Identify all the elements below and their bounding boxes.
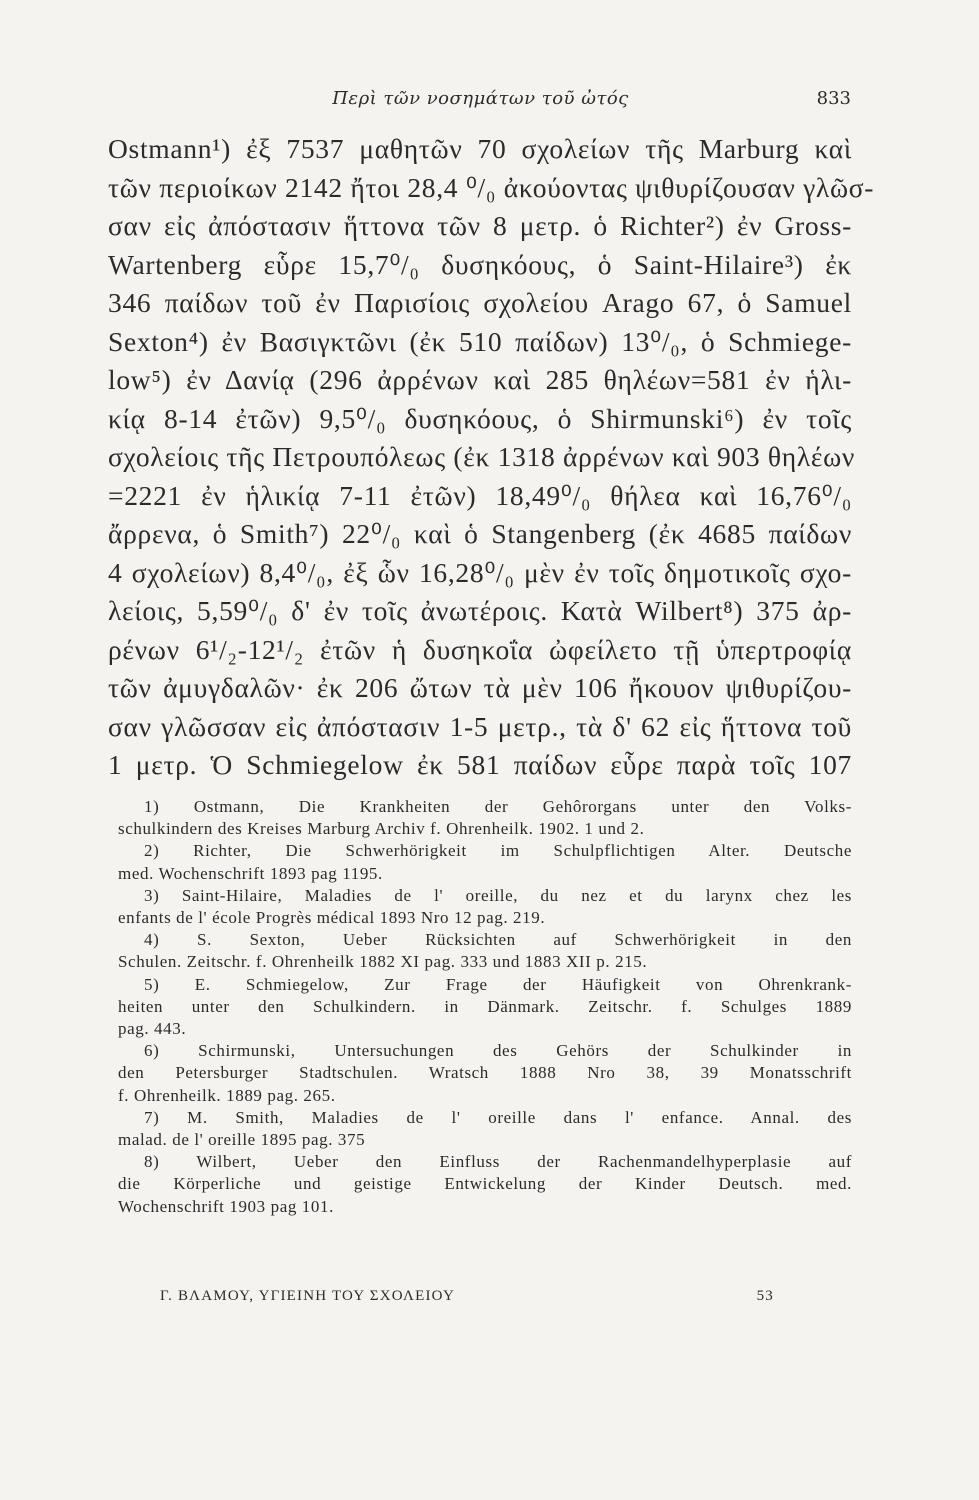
body-line: Wartenberg εὗρε 15,7⁰/₀ δυσηκόους, ὁ Saint-Hilaire³) ἐκ [108, 248, 852, 280]
sheet-signature: Γ. ΒΛΑΜΟΥ, ΥΓΙΕΙΝΗ ΤΟΥ ΣΧΟΛΕΙΟΥ [160, 1288, 455, 1304]
body-line: =2221 ἐν ἡλικίᾳ 7-11 ἐτῶν) 18,49⁰/₀ θήλεα καὶ 16,76⁰/₀ [108, 479, 852, 511]
body-line: 1 μετρ. Ὁ Schmiegelow ἐκ 581 παίδων εὗρε παρὰ τοῖς 107 [108, 749, 852, 780]
footnote-line: 3) Saint-Hilaire, Maladies de l' oreille, du nez et du larynx chez les [144, 885, 852, 905]
footnote-line: den Petersburger Stadtschulen. Wratsch 1888 Nro 38, 39 Monatsschrift [118, 1063, 852, 1083]
sheet-number: 53 [756, 1288, 774, 1304]
body-line: λείοις, 5,59⁰/₀ δ' ἐν τοῖς ἀνωτέροις. Κατὰ Wilbert⁸) 375 ἀρ- [108, 595, 852, 626]
footnote-line: med. Wochenschrift 1893 pag 1195. [118, 863, 383, 883]
footnote-line: enfants de l' école Progrès médical 1893 Nro 12 pag. 219. [118, 908, 546, 928]
running-head [112, 88, 849, 118]
footnote-line: die Körperliche und geistige Entwickelung der Kinder Deutsch. med. [118, 1174, 852, 1194]
body-line: ρένων 6¹/₂-12¹/₂ ἐτῶν ἡ δυσηκοΐα ὠφείλετο τῇ ὑπερτροφίᾳ [108, 633, 852, 665]
footnote-line: 8) Wilbert, Ueber den Einfluss der Rachenmandelhyperplasie auf [144, 1152, 852, 1172]
footnote-line: 6) Schirmunski, Untersuchungen des Gehörs der Schulkinder in [144, 1041, 852, 1061]
body-line: Sexton⁴) ἐν Βασιγκτῶνι (ἐκ 510 παίδων) 13⁰/₀, ὁ Schmiege- [108, 325, 852, 357]
body-line: κίᾳ 8-14 ἐτῶν) 9,5⁰/₀ δυσηκόους, ὁ Shirmunski⁶) ἐν τοῖς [108, 402, 852, 434]
main-text [108, 130, 875, 785]
footnote-line: heiten unter den Schulkindern. in Dänmark. Zeitschr. f. Schulges 1889 [118, 996, 852, 1016]
footnote-line: Wochenschrift 1903 pag 101. [118, 1196, 334, 1216]
footnote-line: 4) S. Sexton, Ueber Rücksichten auf Schwerhörigkeit in den [144, 930, 852, 950]
running-title: Περὶ τῶν νοσημάτων τοῦ ὠτός [332, 88, 629, 109]
body-line: τῶν ἀμυγδαλῶν· ἐκ 206 ὤτων τὰ μὲν 106 ἤκουον ψιθυρίζου- [108, 672, 852, 703]
body-line: σαν γλῶσσαν εἰς ἀπόστασιν 1-5 μετρ., τὰ δ' 62 εἰς ἥττονα τοῦ [108, 710, 852, 742]
body-line: 4 σχολείων) 8,4⁰/₀, ἐξ ὧν 16,28⁰/₀ μὲν ἐν τοῖς δημοτικοῖς σχο- [108, 556, 852, 588]
body-line: σχολείοις τῆς Πετρουπόλεως (ἐκ 1318 ἀρρένων καὶ 903 θηλέων [108, 441, 856, 472]
body-line: Ostmann¹) ἐξ 7537 μαθητῶν 70 σχολείων τῆς Marburg καὶ [108, 133, 852, 164]
footnote-line: 2) Richter, Die Schwerhörigkeit im Schulpflichtigen Alter. Deutsche [144, 841, 852, 861]
page-footer [160, 1288, 774, 1312]
body-line: 346 παίδων τοῦ ἐν Παρισίοις σχολείου Arago 67, ὁ Samuel [108, 287, 852, 318]
footnote-line: pag. 443. [118, 1019, 187, 1039]
body-line: low⁵) ἐν Δανίᾳ (296 ἀρρένων καὶ 285 θηλέων=581 ἐν ἡλι- [108, 364, 852, 395]
body-line: σαν εἰς ἀπόστασιν ἥττονα τῶν 8 μετρ. ὁ Richter²) ἐν Gross- [108, 210, 852, 241]
footnotes [118, 796, 852, 1218]
body-line: ἄρρενα, ὁ Smith⁷) 22⁰/₀ καὶ ὁ Stangenberg (ἐκ 4685 παίδων [108, 518, 852, 549]
footnote-line: malad. de l' oreille 1895 pag. 375 [118, 1130, 366, 1150]
footnote-line: 5) E. Schmiegelow, Zur Frage der Häufigkeit von Ohrenkrank- [144, 974, 852, 994]
footnote-line: 7) M. Smith, Maladies de l' oreille dans l' enfance. Annal. des [144, 1107, 852, 1127]
footnote-line: f. Ohrenheilk. 1889 pag. 265. [118, 1085, 336, 1105]
footnote-line: 1) Ostmann, Die Krankheiten der Gehôrorgans unter den Volks- [144, 797, 852, 816]
footnote-line: schulkindern des Kreises Marburg Archiv f. Ohrenheilk. 1902. 1 und 2. [118, 819, 645, 839]
footnote-line: Schulen. Zeitschr. f. Ohrenheilk 1882 XI pag. 333 und 1883 XII p. 215. [118, 952, 648, 972]
body-line: τῶν περιοίκων 2142 ἤτοι 28,4 ⁰/₀ ἀκούοντας ψιθυρίζουσαν γλῶσ- [108, 171, 875, 203]
page-number: 833 [816, 88, 851, 109]
